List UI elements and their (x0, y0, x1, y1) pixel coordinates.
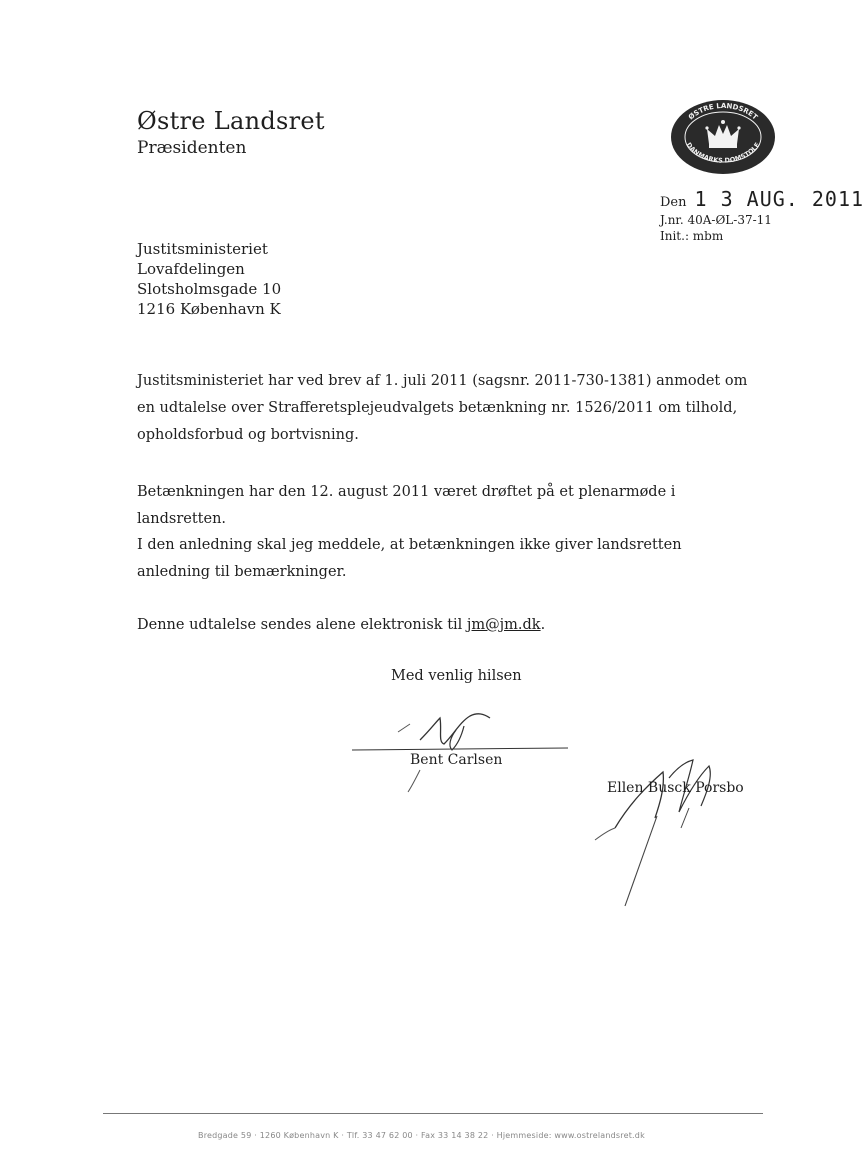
svg-text:ØSTRE LANDSRET: ØSTRE LANDSRET (687, 101, 760, 122)
footer-contact: Bredgade 59 · 1260 København K · Tlf. 33 47 62 00 · Fax 33 14 38 22 · Hjemmeside: www.ostrelandsret.dk (198, 1131, 645, 1140)
date-label: Den (660, 195, 687, 210)
body-paragraph: Betænkningen har den 12. august 2011 været drøftet på et plenarmøde i landsretten. (137, 484, 676, 527)
closing-salutation: Med venlig hilsen (391, 668, 522, 684)
recipient-line: 1216 København K (137, 300, 281, 318)
body-paragraph: Justitsministeriet har ved brev af 1. juli 2011 (sagsnr. 2011-730-1381) anmodet om en udtalelse over Strafferetsplejeudvalgets betænkning nr. 1526/2011 om tilhold, opholdsforbud og bortvisning. (137, 373, 748, 443)
court-seal-stamp (669, 98, 777, 176)
email-link[interactable]: jm@jm.dk (466, 617, 541, 633)
letter-date (660, 187, 864, 211)
recipient-line: Slotsholmsgade 10 (137, 280, 282, 298)
initials: Init.: mbm (660, 229, 724, 243)
body-text: . (540, 617, 546, 633)
body-paragraph: I den anledning skal jeg meddele, at betænkningen ikke giver landsretten anledning til bemærkninger. (137, 537, 682, 580)
journal-number: J.nr. 40A-ØL-37-11 (660, 213, 772, 227)
signature-ellen-busck-porsbo (585, 748, 755, 918)
date-stamp: 1 3 AUG. 2011 (694, 187, 864, 211)
body-paragraph (137, 612, 757, 639)
footer-divider (103, 1113, 763, 1114)
recipient-line: Lovafdelingen (137, 260, 245, 278)
body-text: Denne udtalelse sendes alene elektronisk til (137, 617, 467, 633)
court-name: Østre Landsret (137, 107, 325, 135)
court-department: Præsidenten (137, 138, 247, 158)
signer-name: Bent Carlsen (410, 752, 503, 768)
svg-text:DANMARKS DOMSTOLE: DANMARKS DOMSTOLE (684, 141, 762, 165)
recipient-line: Justitsministeriet (137, 240, 268, 258)
signature-bent-carlsen (350, 700, 580, 800)
signer-name: Ellen Busck Porsbo (607, 780, 744, 796)
